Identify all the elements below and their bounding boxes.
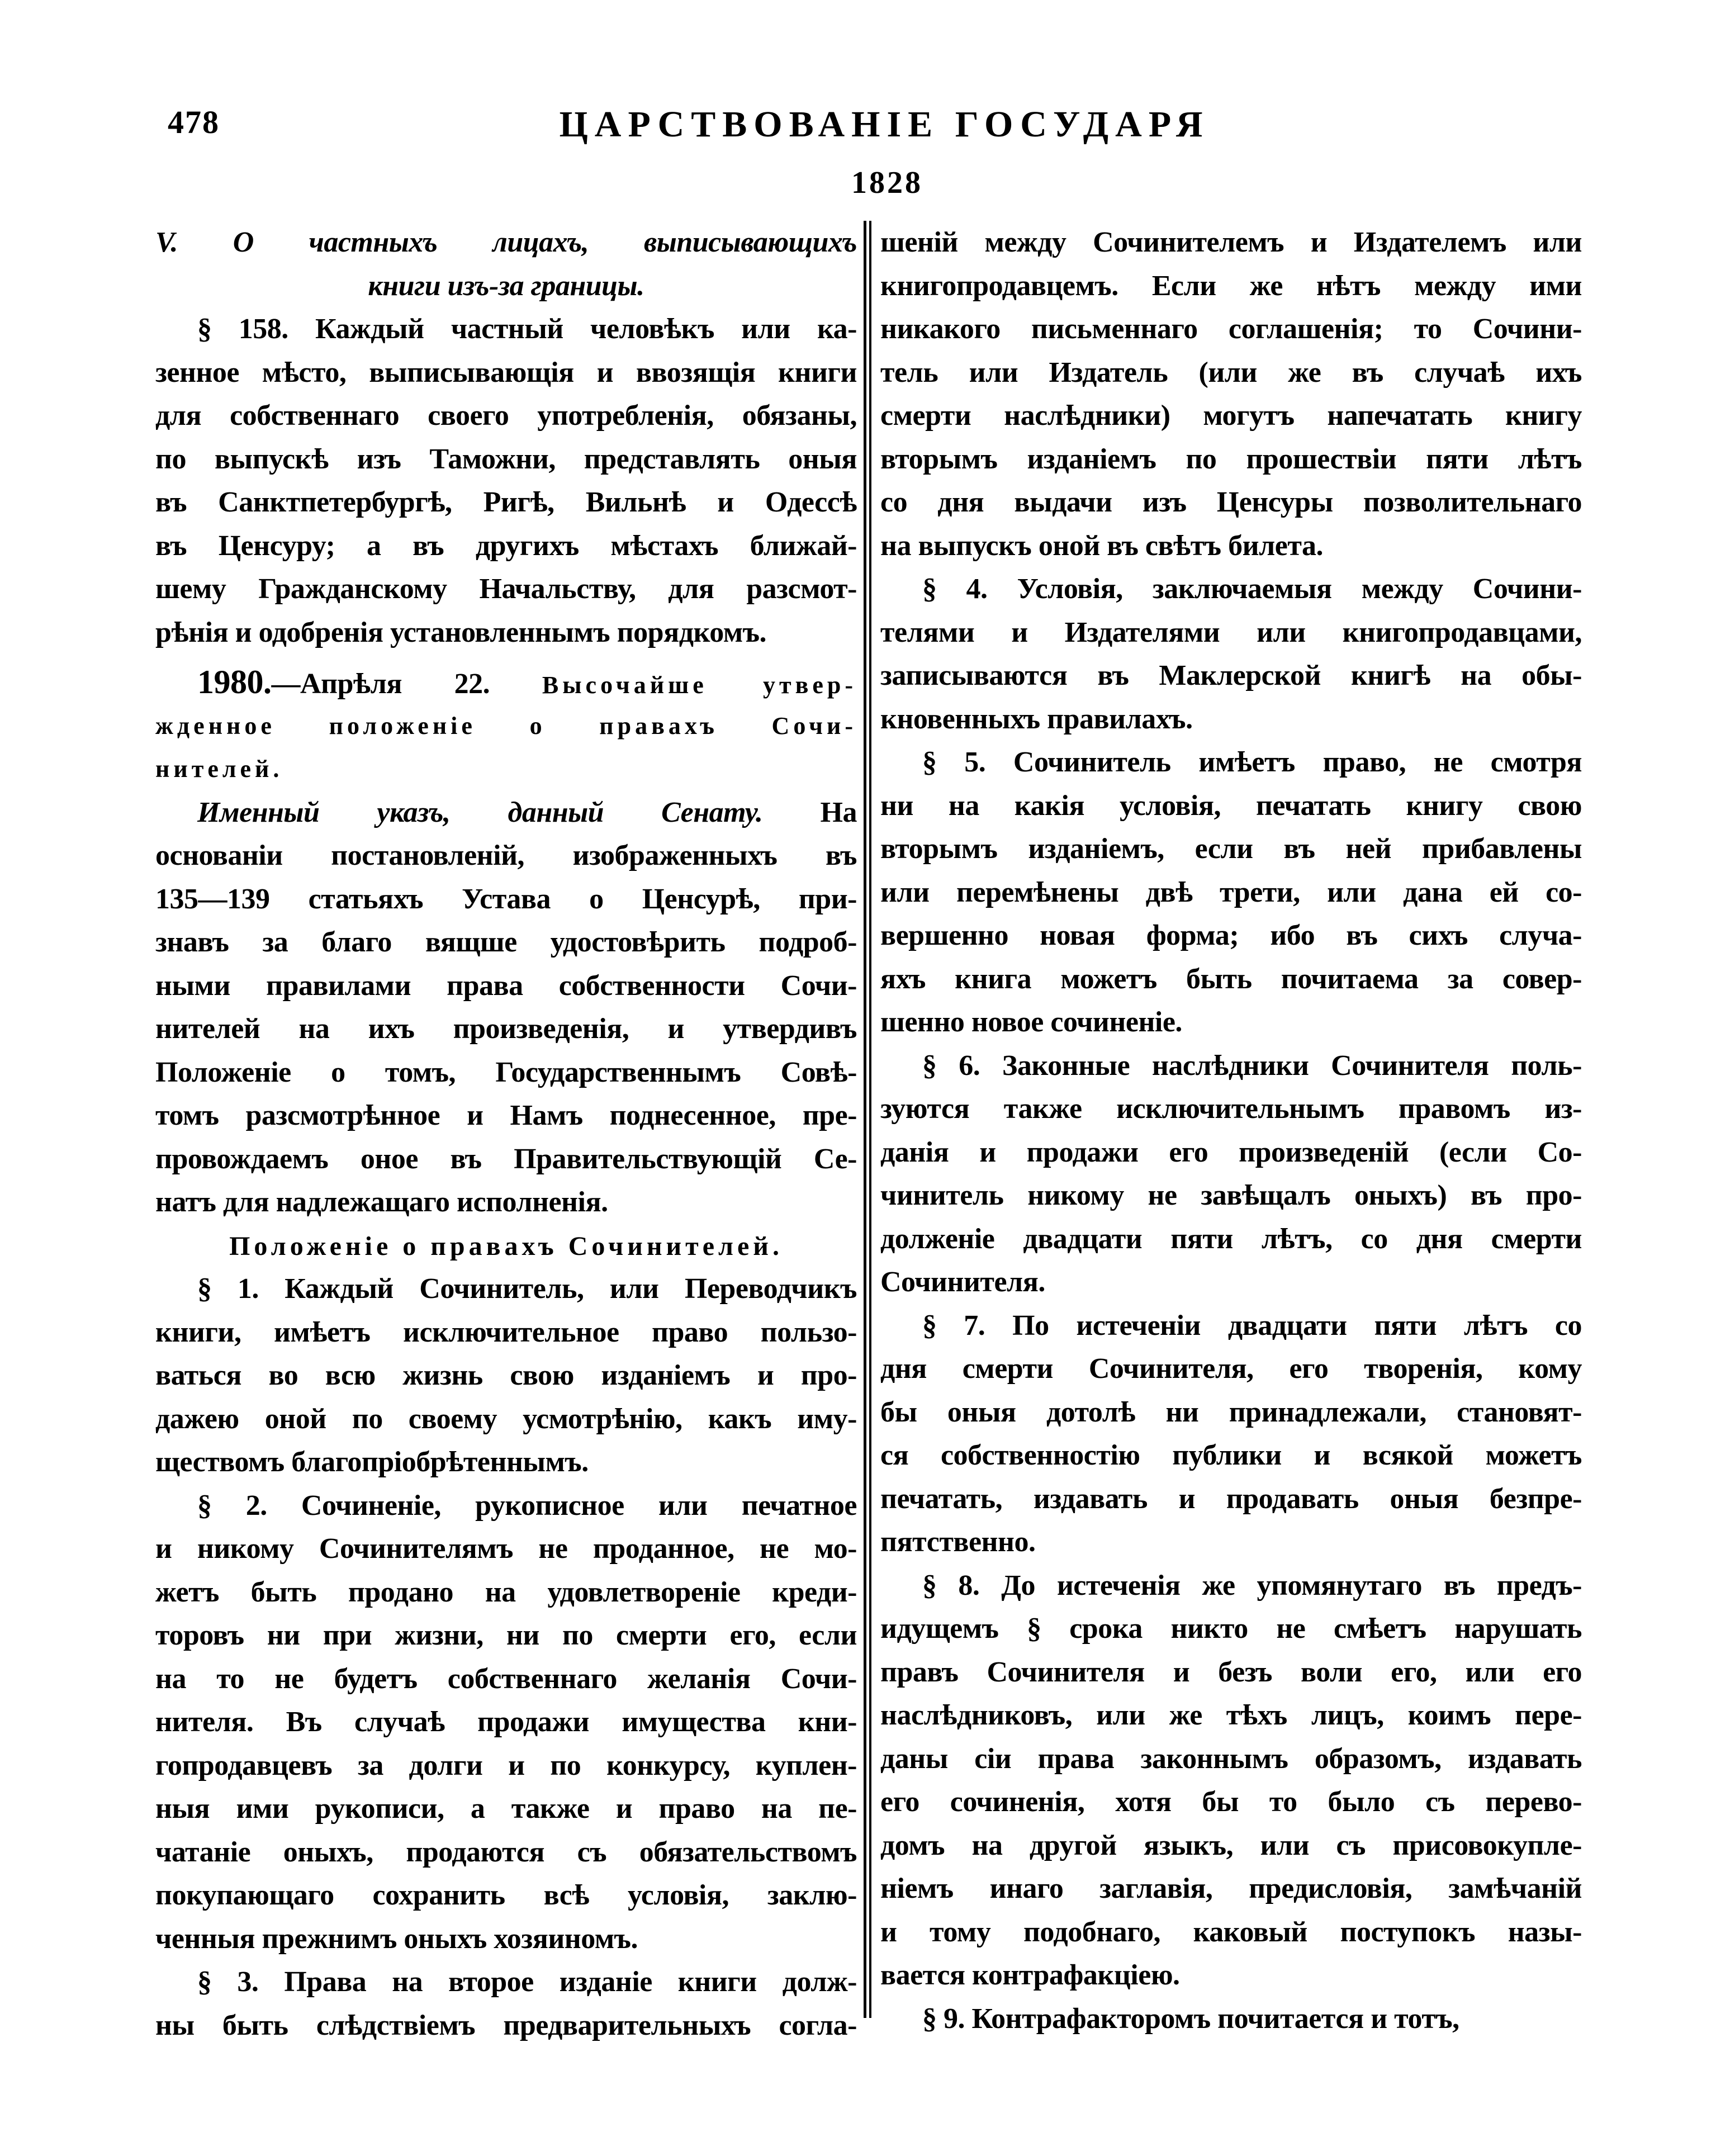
text-line: § 8. До истеченія же упомянутаго въ предъ-	[922, 1569, 1582, 1601]
text-line: покупающаго сохранить всѣ условія, заклю-	[155, 1879, 857, 1911]
text-line: § 7. По истеченіи двадцати пяти лѣтъ со	[922, 1309, 1582, 1342]
text-line: ными правилами права собственности Сочи-	[155, 969, 857, 1002]
act-title-end: нителей.	[155, 755, 283, 783]
section-heading: V. О частныхъ лицахъ, выписывающихъ	[155, 226, 857, 258]
text-line: ществомъ благопріобрѣтеннымъ.	[155, 1446, 589, 1478]
text-line: и никому Сочинителямъ не проданное, не мо-	[155, 1533, 857, 1565]
text-line: основаніи постановленій, изображенныхъ въ	[155, 840, 857, 871]
text-line: даны сіи права законнымъ образомъ, издавать	[880, 1742, 1582, 1775]
text-line: книгопродавцемъ. Если же нѣтъ между ими	[880, 269, 1582, 302]
page-number: 478	[168, 104, 220, 140]
text-line: Сочинителя.	[880, 1266, 1045, 1298]
text-line: гопродавцевъ за долги и по конкурсу, куплен-	[155, 1749, 857, 1781]
text-line: бы оныя дотолѣ ни принадлежали, становят-	[880, 1396, 1582, 1428]
text-line: записываются въ Маклерской книгѣ на обы-	[880, 660, 1582, 691]
text-line: ніемъ инаго заглавія, предисловія, замѣчаній	[880, 1873, 1582, 1904]
act-number: 1980.	[197, 664, 272, 700]
section-4	[880, 567, 1582, 741]
act-header	[155, 661, 857, 704]
text-line: ваться во всю жизнь свою изданіемъ и про-	[155, 1359, 857, 1391]
text-line: тель или Издатель (или же въ случаѣ ихъ	[880, 356, 1582, 388]
text-line: шенно новое сочиненіе.	[880, 1006, 1182, 1038]
text-line: рѣнія и одобренія установленнымъ порядкомъ.	[155, 616, 767, 648]
text-line: томъ разсмотрѣнное и Намъ поднесенное, пре-	[155, 1100, 857, 1131]
text-line: никакого письменнаго соглашенія; то Сочини-	[880, 313, 1582, 345]
text-line: § 2. Сочиненіе, рукописное или печатное	[197, 1489, 857, 1522]
section-3	[155, 1960, 857, 2047]
text-line: § 6. Законные наслѣдники Сочинителя поль-	[922, 1049, 1582, 1082]
text-line: по выпускѣ изъ Таможни, представлять оныя	[155, 443, 857, 475]
text-line: наслѣдниковъ, или же тѣхъ лицъ, коимъ пере-	[880, 1699, 1582, 1731]
section-9	[880, 1997, 1582, 2041]
text-line: шему Гражданскому Начальству, для разсмот-	[155, 573, 857, 605]
text-line: печатать, издавать и продавать оныя безпре-	[880, 1482, 1582, 1515]
decree-start: На	[820, 796, 857, 828]
text-line: дажею оной по своему усмотрѣнію, какъ иму-	[155, 1402, 857, 1435]
section-2	[155, 1484, 857, 1961]
section-heading-cont: книги изъ-за границы.	[368, 269, 644, 302]
text-line: провождаемъ оное въ Правительствующій Се-	[155, 1143, 857, 1175]
decree-intro	[155, 791, 857, 835]
section-5	[880, 741, 1582, 1044]
text-line: шеній между Сочинителемъ и Издателемъ или	[880, 226, 1582, 258]
text-line: натъ для надлежащаго исполненія.	[155, 1186, 608, 1218]
text-line: ченныя прежнимъ оныхъ хозяиномъ.	[155, 1922, 638, 1955]
text-line: со дня выдачи изъ Ценсуры позволительнаго	[880, 486, 1582, 518]
text-line: идущемъ § срока никто не смѣетъ нарушать	[880, 1613, 1582, 1645]
running-title: ЦАРСТВОВАНІЕ ГОСУДАРЯ	[559, 104, 1210, 145]
text-line: § 5. Сочинитель имѣетъ право, не смотря	[922, 746, 1582, 778]
text-line: нителя. Въ случаѣ продажи имущества кни-	[155, 1706, 857, 1738]
text-line: на выпускъ оной въ свѣтъ билета.	[880, 529, 1324, 562]
text-line: зенное мѣсто, выписывающія и ввозящія книги	[155, 356, 857, 388]
section-7	[880, 1304, 1582, 1564]
text-line: § 158. Каждый частный человѣкъ или ка-	[197, 313, 857, 345]
running-head	[0, 103, 1735, 154]
section-8	[880, 1564, 1582, 1997]
text-line: его сочиненія, хотя бы то было съ перево-	[880, 1786, 1582, 1818]
text-line: 135—139 статьяхъ Устава о Ценсурѣ, при-	[155, 883, 857, 915]
text-line: яхъ книга можетъ быть почитаема за совер-	[880, 963, 1582, 995]
section-1	[155, 1267, 857, 1484]
text-line: кновенныхъ правилахъ.	[880, 703, 1193, 735]
text-line: ныя ими рукописи, а также и право на пе-	[155, 1793, 857, 1825]
text-line: смерти наслѣдники) могутъ напечатать книгу	[880, 400, 1582, 432]
text-line: чатаніе оныхъ, продаются съ обязательствомъ	[155, 1836, 857, 1868]
right-column	[880, 221, 1582, 2040]
column-divider	[864, 221, 871, 2018]
text-line: зуются также исключительнымъ правомъ из-	[880, 1093, 1582, 1125]
text-line: § 9. Контрафакторомъ почитается и тотъ,	[922, 2002, 1459, 2035]
decree-text	[155, 834, 857, 1224]
text-line: жетъ быть продано на удовлетвореніе креди-	[155, 1576, 857, 1608]
act-title: Высочайше утвер-	[542, 671, 857, 699]
article-158	[155, 307, 857, 654]
text-line: пятственно.	[880, 1526, 1036, 1558]
statute-title: Положеніе о правахъ Сочинителей.	[229, 1231, 783, 1261]
text-line: вторымъ изданіемъ, если въ ней прибавлены	[880, 833, 1582, 865]
text-line: § 4. Условія, заключаемыя между Сочини-	[922, 573, 1582, 605]
text-line: правъ Сочинителя и безъ воли его, или его	[880, 1656, 1582, 1688]
text-line: знавъ за благо вящше удостовѣрить подроб-	[155, 926, 857, 958]
text-line: § 3. Права на второе изданіе книги долж-	[197, 1966, 857, 1998]
text-line: данія и продажи его произведеній (если Со-	[880, 1136, 1582, 1168]
decree-type: Именный указъ, данный Сенату.	[197, 796, 763, 828]
text-line: долженіе двадцати пяти лѣтъ, со дня смерти	[880, 1222, 1582, 1255]
section-3-cont	[880, 221, 1582, 567]
text-line: на то не будетъ собственнаго желанія Сочи-	[155, 1662, 857, 1695]
text-line: телями и Издателями или книгопродавцами,	[880, 616, 1582, 648]
text-line: торовъ ни при жизни, ни по смерти его, если	[155, 1619, 857, 1651]
text-line: домъ на другой языкъ, или съ присовокупле-	[880, 1829, 1582, 1861]
text-line: § 1. Каждый Сочинитель, или Переводчикъ	[197, 1273, 857, 1305]
text-line: и тому подобнаго, каковый поступокъ назы-	[880, 1916, 1582, 1948]
text-line: Положеніе о томъ, Государственнымъ Совѣ-	[155, 1056, 857, 1088]
act-date: —Апрѣля 22.	[271, 668, 490, 700]
text-line: или перемѣнены двѣ трети, или дана ей со-	[880, 876, 1582, 908]
section-6	[880, 1044, 1582, 1304]
text-line: вершенно новая форма; ибо въ сихъ случа-	[880, 920, 1582, 951]
text-line: въ Санктпетербургѣ, Ригѣ, Вильнѣ и Одессѣ	[155, 486, 857, 518]
year-heading: 1828	[851, 165, 923, 200]
text-line: дня смерти Сочинителя, его творенія, кому	[880, 1353, 1582, 1385]
text-line: вается контрафакціею.	[880, 1959, 1180, 1991]
text-line: чинитель никому не завѣщалъ оныхъ) въ про-	[880, 1179, 1582, 1211]
text-line: вторымъ изданіемъ по прошествіи пяти лѣтъ	[880, 443, 1582, 475]
text-line: ни на какія условія, печатать книгу свою	[880, 789, 1582, 822]
act-title-cont: жденное положеніе о правахъ Сочи-	[155, 712, 857, 740]
left-column	[155, 221, 857, 2047]
text-line: нителей на ихъ произведенія, и утвердивъ	[155, 1013, 857, 1045]
text-line: книги, имѣетъ исключительное право пользо-	[155, 1316, 857, 1348]
text-line: ся собственностію публики и всякой можетъ	[880, 1439, 1582, 1471]
text-line: въ Ценсуру; а въ другихъ мѣстахъ ближай-	[155, 529, 857, 562]
text-line: ны быть слѣдствіемъ предварительныхъ согла-	[155, 2009, 857, 2041]
text-line: для собственнаго своего употребленія, обязаны,	[155, 400, 857, 432]
